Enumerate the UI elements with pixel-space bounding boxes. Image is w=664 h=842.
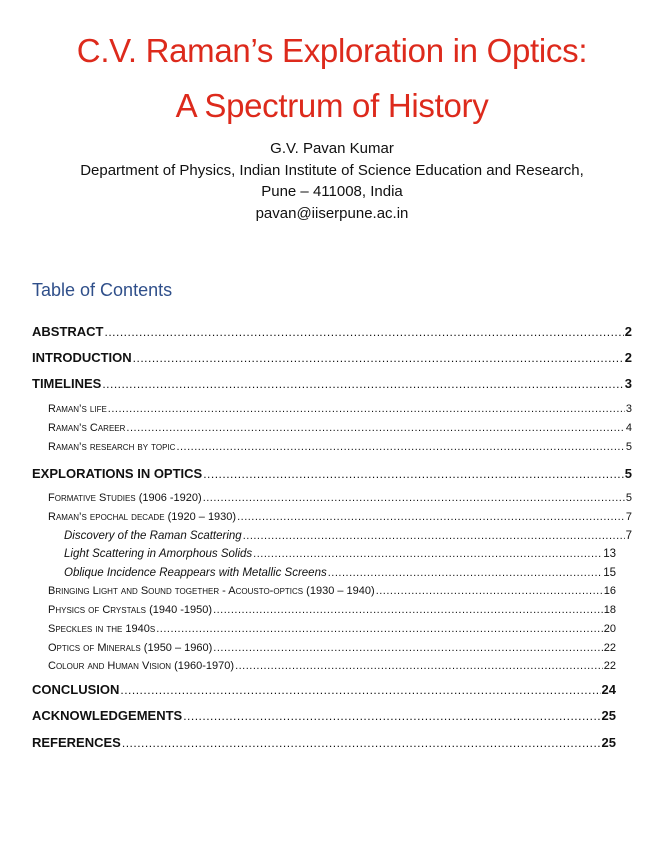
toc-entry-label: Raman’s epochal decade (1920 – 1930): [48, 511, 237, 523]
toc-entry-page: 5: [624, 466, 632, 481]
toc-entry-timelines[interactable]: [32, 376, 632, 391]
toc-leader: [328, 567, 602, 579]
toc-entry-page: 5: [625, 441, 632, 453]
toc-entry-page: 25: [601, 708, 616, 723]
author: G.V. Pavan Kumar: [270, 140, 394, 157]
toc-leader: [203, 467, 624, 481]
toc-leader: [126, 422, 624, 434]
toc-leader: [376, 585, 603, 597]
toc-entry-colour-and-vision[interactable]: [48, 660, 616, 672]
toc-entry-page: 16: [603, 585, 616, 597]
toc-entry-label: Light Scattering in Amorphous Solids: [64, 548, 253, 560]
toc-entry-page: 5: [625, 492, 632, 504]
toc-leader: [133, 351, 624, 365]
toc-leader: [253, 548, 602, 560]
toc-entry-page: 25: [601, 735, 616, 750]
toc-entry-label: Oblique Incidence Reappears with Metallic Screens: [64, 567, 327, 579]
toc-entry-page: 22: [603, 642, 616, 654]
toc-leader: [237, 511, 625, 523]
email-link[interactable]: pavan@iiserpune.ac.in: [255, 205, 409, 222]
toc-leader: [122, 736, 601, 750]
toc-entry-label: INTRODUCTION: [32, 350, 132, 365]
toc-entry-label: TIMELINES: [32, 376, 102, 391]
toc-entry-page: 3: [625, 403, 632, 415]
toc-entry-page: 20: [603, 623, 616, 635]
toc-entry-references[interactable]: [32, 735, 616, 750]
title-line-1: C.V. Raman’s Exploration in Optics:: [76, 32, 588, 69]
toc-entry-label: Speckles in the 1940s: [48, 623, 156, 635]
toc-leader: [105, 325, 624, 339]
toc-entry-page: 4: [625, 422, 632, 434]
toc-leader: [108, 403, 625, 415]
toc-entry-ramans-career[interactable]: [48, 422, 632, 434]
toc-entry-epochal-decade[interactable]: [48, 511, 632, 523]
toc-leader: [213, 604, 603, 616]
toc-entry-acknowledgements[interactable]: [32, 708, 616, 723]
toc-entry-formative-studies[interactable]: [48, 492, 632, 504]
toc-entry-page: 7: [625, 530, 632, 542]
toc-entry-label: Discovery of the Raman Scattering: [64, 530, 242, 542]
toc-entry-speckles[interactable]: [48, 623, 616, 635]
toc-entry-label: Physics of Crystals (1940 -1950): [48, 604, 213, 616]
toc-leader: [176, 441, 624, 453]
toc-entry-physics-of-crystals[interactable]: [48, 604, 616, 616]
toc-entry-page: 2: [624, 324, 632, 339]
toc-entry-page: 13: [603, 548, 616, 560]
toc-entry-label: EXPLORATIONS IN OPTICS: [32, 466, 203, 481]
toc-entry-oblique-incidence[interactable]: [64, 567, 616, 579]
title-line-2: A Spectrum of History: [175, 87, 489, 124]
toc-entry-page: 24: [601, 682, 616, 697]
toc-entry-conclusion[interactable]: [32, 682, 616, 697]
toc-entry-page: 2: [624, 350, 632, 365]
toc-entry-label: ABSTRACT: [32, 324, 104, 339]
toc-entry-label: Optics of Minerals (1950 – 1960): [48, 642, 213, 654]
toc-heading: Table of Contents: [32, 280, 173, 300]
toc-entry-label: Formative Studies (1906 -1920): [48, 492, 202, 504]
toc-entry-research-by-topic[interactable]: [48, 441, 632, 453]
toc-entry-amorphous-solids[interactable]: [64, 548, 616, 560]
toc-entry-label: Raman’s research by topic: [48, 441, 176, 453]
affiliation: Department of Physics, Indian Institute of Science Education and Research,: [80, 162, 584, 179]
toc-entry-introduction[interactable]: [32, 350, 632, 365]
toc-entry-label: Raman’s life: [48, 403, 107, 415]
toc-entry-page: 22: [603, 660, 616, 672]
toc-leader: [235, 660, 603, 672]
toc-leader: [102, 377, 623, 391]
toc-leader: [183, 709, 600, 723]
toc-entry-optics-of-minerals[interactable]: [48, 642, 616, 654]
toc-entry-page: 15: [603, 567, 616, 579]
toc-leader: [120, 683, 600, 697]
toc-entry-label: Bringing Light and Sound together - Acousto-optics (1930 – 1940): [48, 585, 375, 597]
toc-entry-acousto-optics[interactable]: [48, 585, 616, 597]
toc-leader: [156, 623, 603, 635]
toc-entry-label: CONCLUSION: [32, 682, 120, 697]
toc-entry-page: 18: [603, 604, 616, 616]
toc-entry-abstract[interactable]: [32, 324, 632, 339]
toc-entry-label: REFERENCES: [32, 735, 121, 750]
toc-entry-raman-scattering[interactable]: [64, 530, 632, 542]
address: Pune – 411008, India: [261, 183, 403, 200]
toc-entry-label: Raman’s Career: [48, 422, 126, 434]
toc-entry-label: Colour and Human Vision (1960-1970): [48, 660, 235, 672]
toc-entry-ramans-life[interactable]: [48, 403, 632, 415]
toc-entry-explorations-in-optics[interactable]: [32, 466, 632, 481]
toc-entry-page: 3: [624, 376, 632, 391]
toc-entry-label: ACKNOWLEDGEMENTS: [32, 708, 183, 723]
toc-entry-page: 7: [625, 511, 632, 523]
toc-leader: [213, 642, 602, 654]
toc-leader: [243, 530, 625, 542]
toc-leader: [203, 492, 625, 504]
